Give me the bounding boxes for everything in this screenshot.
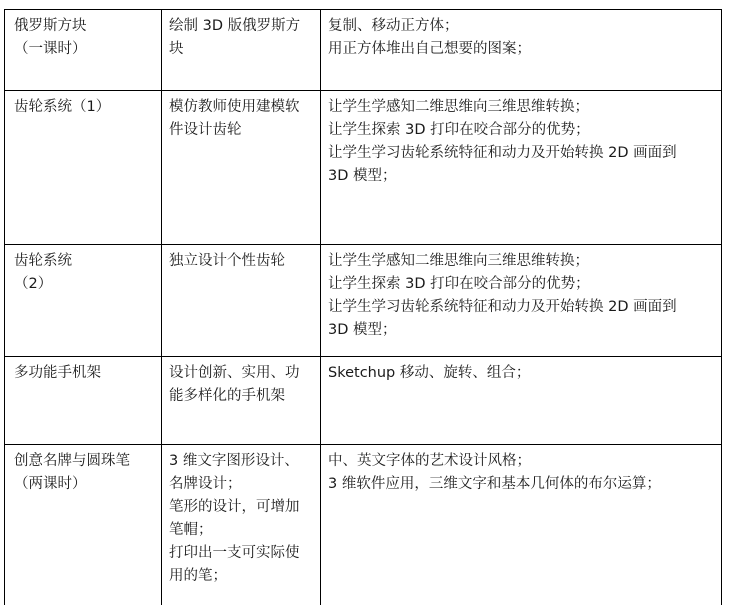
cell-line: 创意名牌与圆珠笔 bbox=[14, 453, 130, 469]
course-goal-cell bbox=[321, 245, 722, 356]
table-row bbox=[5, 91, 722, 245]
table-row bbox=[5, 10, 722, 91]
course-content-cell bbox=[162, 245, 321, 356]
cell-line: 3 维软件应用，三维文字和基本几何体的布尔运算； bbox=[328, 476, 661, 492]
cell-line: 绘制 3D 版俄罗斯方 bbox=[169, 18, 301, 34]
course-content-cell bbox=[162, 445, 321, 605]
course-content-cell bbox=[162, 91, 321, 244]
cell-line: 打印出一支可实际使 bbox=[169, 545, 300, 561]
cell-line: 俄罗斯方块 bbox=[14, 18, 87, 34]
cell-line: 3D 模型； bbox=[328, 168, 397, 184]
cell-line: 独立设计个性齿轮 bbox=[169, 253, 285, 269]
cell-line: （一课时） bbox=[14, 41, 87, 57]
cell-line: （2） bbox=[14, 276, 53, 292]
cell-line: Sketchup 移动、旋转、组合； bbox=[328, 365, 531, 381]
course-name-cell bbox=[5, 10, 162, 90]
cell-line: 用正方体堆出自己想要的图案； bbox=[328, 41, 531, 57]
cell-line: 中、英文字体的艺术设计风格； bbox=[328, 453, 531, 469]
cell-line: 齿轮系统 bbox=[14, 253, 72, 269]
cell-line: 设计创新、实用、功 bbox=[169, 365, 300, 381]
course-name-cell bbox=[5, 445, 162, 605]
cell-line: 模仿教师使用建模软 bbox=[169, 99, 300, 115]
course-goal-cell bbox=[321, 357, 722, 444]
cell-line: 让学生学感知二维思维向三维思维转换； bbox=[328, 253, 589, 269]
course-goal-cell bbox=[321, 445, 722, 605]
course-goal-cell bbox=[321, 91, 722, 244]
cell-line: 让学生学感知二维思维向三维思维转换； bbox=[328, 99, 589, 115]
course-name-cell bbox=[5, 245, 162, 356]
cell-line: 件设计齿轮 bbox=[169, 122, 242, 138]
cell-line: 块 bbox=[169, 41, 184, 57]
cell-line: 3D 模型； bbox=[328, 322, 397, 338]
cell-line: 多功能手机架 bbox=[14, 365, 101, 381]
course-content-cell bbox=[162, 357, 321, 444]
cell-line: 笔帽； bbox=[169, 522, 213, 538]
cell-line: 名牌设计； bbox=[169, 476, 242, 492]
cell-line: 让学生探索 3D 打印在咬合部分的优势； bbox=[328, 122, 590, 138]
cell-line: 笔形的设计，可增加 bbox=[169, 499, 300, 515]
course-name-cell bbox=[5, 357, 162, 444]
cell-line: 让学生探索 3D 打印在咬合部分的优势； bbox=[328, 276, 590, 292]
cell-line: 3 维文字图形设计、 bbox=[169, 453, 299, 469]
table-row bbox=[5, 357, 722, 445]
cell-line: （两课时） bbox=[14, 476, 87, 492]
course-name-cell bbox=[5, 91, 162, 244]
cell-line: 让学生学习齿轮系统特征和动力及开始转换 2D 画面到 bbox=[328, 145, 677, 161]
course-goal-cell bbox=[321, 10, 722, 90]
cell-line: 用的笔； bbox=[169, 568, 227, 584]
cell-line: 复制、移动正方体； bbox=[328, 18, 459, 34]
cell-line: 能多样化的手机架 bbox=[169, 388, 285, 404]
course-content-cell bbox=[162, 10, 321, 90]
table-row bbox=[5, 245, 722, 357]
cell-line: 让学生学习齿轮系统特征和动力及开始转换 2D 画面到 bbox=[328, 299, 677, 315]
course-table bbox=[4, 9, 722, 605]
cell-line: 齿轮系统（1） bbox=[14, 99, 111, 115]
table-row bbox=[5, 445, 722, 605]
